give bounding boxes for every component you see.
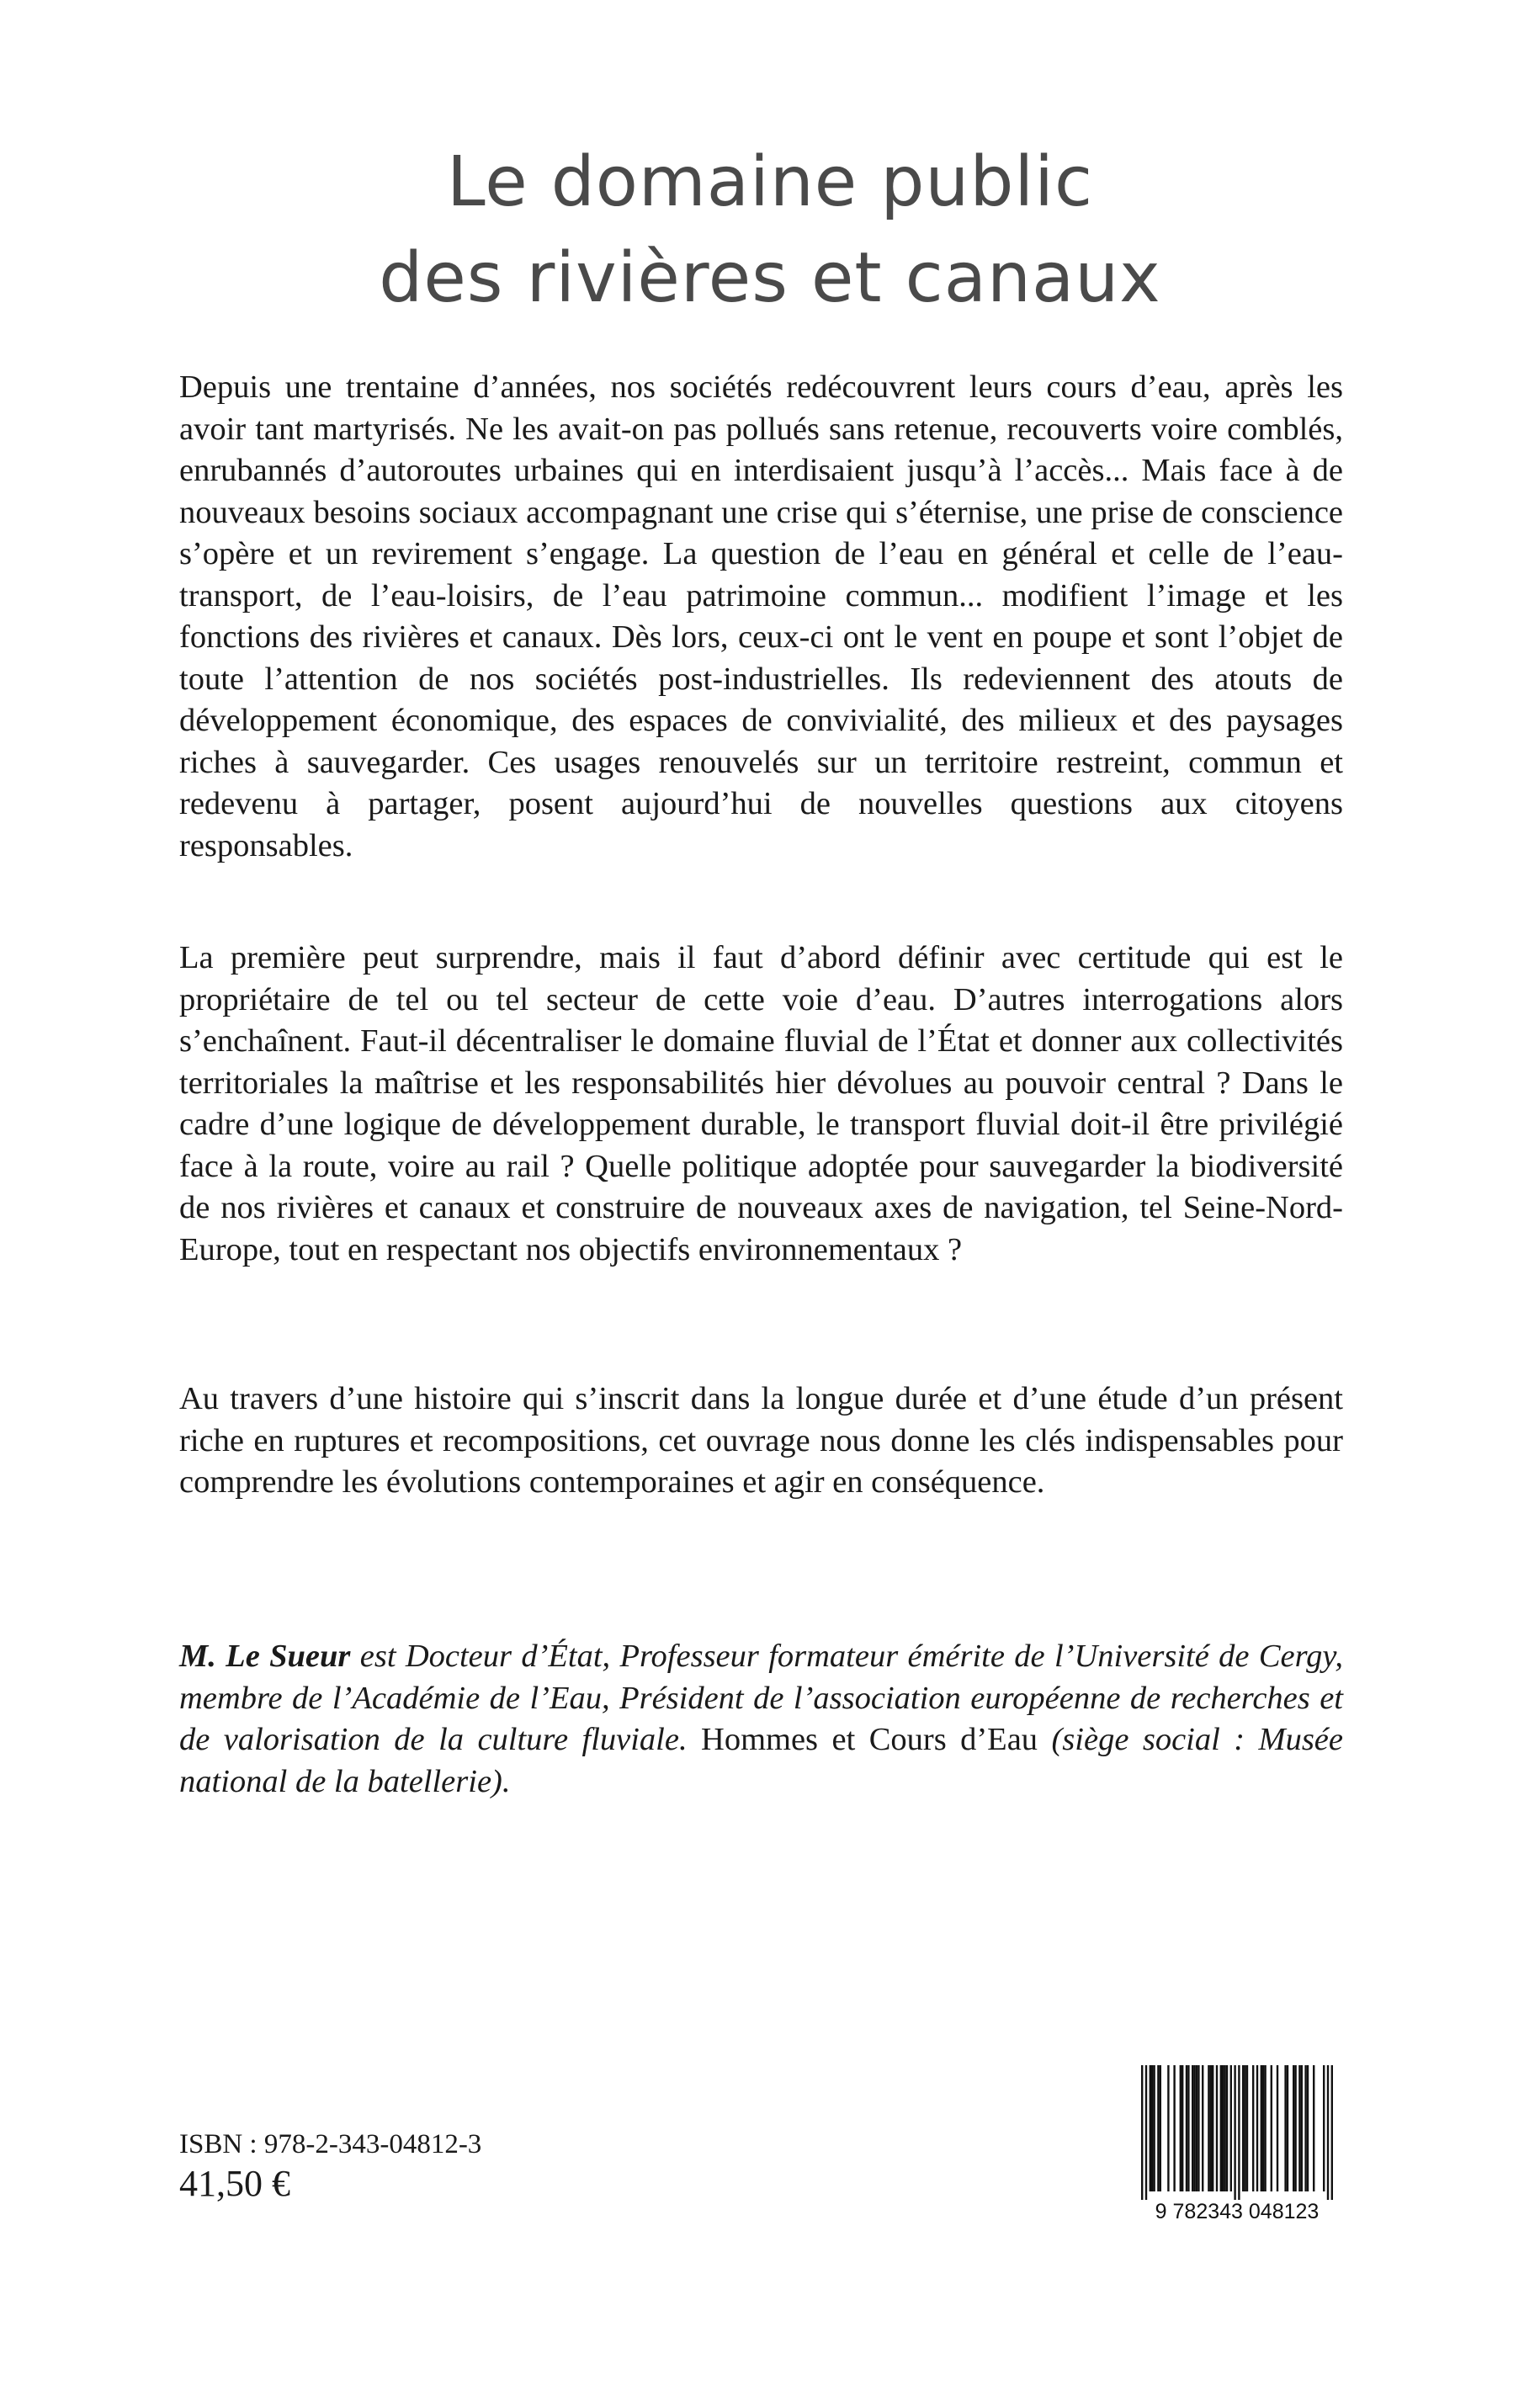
barcode-bar — [1141, 2065, 1143, 2200]
author-organization: Hommes et Cours d’Eau — [687, 1722, 1052, 1757]
isbn-label: ISBN : 978-2-343-04812-3 — [179, 2129, 482, 2159]
barcode-bar — [1256, 2065, 1258, 2191]
barcode-bar — [1193, 2065, 1195, 2191]
barcode-bar — [1224, 2065, 1225, 2191]
blurb-paragraph-2: La première peut surprendre, mais il faut d’abord définir avec certitude qui est le propriétaire de tel ou tel secteur de cette voie d’eau. D’autres interrogations alors s’enchaînent. Faut-il décentraliser le domaine fluvial de l’État et donner aux collectivités territoriales la maîtrise et les responsabilités hier dévolues au pouvoir central ? Dans le cadre d’une logique de développement durable, le transport fluvial doit-il être privilégié face à la route, voire au rail ? Quelle politique adoptée pour sauvegarder la biodiversité de nos rivières et canaux et construire de nouveaux axes de navigation, tel Seine-Nord-Europe, tout en respectant nos objectifs environnementaux ? — [179, 940, 1343, 1267]
barcode-bar — [1202, 2065, 1203, 2191]
book-title — [0, 135, 1540, 327]
barcode-bar — [1262, 2065, 1264, 2191]
barcode-bar — [1271, 2065, 1272, 2191]
barcode-bar — [1197, 2065, 1199, 2191]
barcode-bar — [1294, 2065, 1296, 2191]
barcode — [1123, 2065, 1351, 2225]
author-bio — [179, 1636, 1343, 1803]
barcode-bar — [1173, 2065, 1175, 2191]
barcode-bar — [1192, 2065, 1193, 2191]
barcode-bar — [1212, 2065, 1213, 2191]
barcode-bar — [1220, 2065, 1222, 2191]
author-bio-text-1: est Docteur d’État, Professeur formateur émérite de l’Université de Cergy, membre de l’Académie de l’Eau, Président de l’association européenne de recherches et de valorisation de la culture fluviale. — [179, 1639, 1343, 1757]
barcode-bar — [1234, 2065, 1235, 2200]
blurb-paragraph-1: Depuis une trentaine d’années, nos sociétés redécouvrent leurs cours d’eau, après les avoir tant martyrisés. Ne les avait-on pas pollués sans retenue, recouverts voire comblés, enrubannés d’autoroutes urbaines qui en interdisaient jusqu’à l’accès... Mais face à de nouveaux besoins sociaux accompagnant une crise qui s’éternise, une prise de conscience s’opère et un revirement s’engage. La question de l’eau en général et celle de l’eau-transport, de l’eau-loisirs, de l’eau patrimoine commun... modifient l’image et les fonctions des rivières et canaux. Dès lors, ceux-ci ont le vent en poupe et sont l’objet de toute l’attention de nos sociétés post-industrielles. Ils redeviennent des atouts de développement économique, des espaces de convivialité, des milieux et des paysages riches à sauvegarder. Ces usages renouvelés sur un territoire restreint, commun et redevenu à partager, posent aujourd’hui de nouvelles questions aux citoyens responsables. — [179, 369, 1343, 863]
barcode-bar — [1264, 2065, 1266, 2191]
barcode-bar — [1196, 2065, 1197, 2191]
barcode-digits: 9 782343 048123 — [1155, 2200, 1320, 2223]
barcode-bar — [1331, 2065, 1333, 2200]
blurb-paragraph-3: Au travers d’une histoire qui s’inscrit dans la longue durée et d’une étude d’un présent riche en ruptures et recompositions, cet ouvrage nous donne les clés indispensables pour comprendre les évolutions contemporaines et agir en conséquence. — [179, 1381, 1343, 1500]
title-line-2: des rivières et canaux — [379, 238, 1161, 318]
barcode-bar — [1313, 2065, 1314, 2191]
barcode-bar — [1287, 2065, 1288, 2191]
barcode-bar — [1226, 2065, 1228, 2191]
barcode-bar — [1323, 2065, 1325, 2191]
barcode-bar — [1277, 2065, 1278, 2191]
barcode-bar — [1153, 2065, 1155, 2191]
barcode-bar — [1284, 2065, 1286, 2191]
barcode-bar — [1293, 2065, 1294, 2191]
barcode-bar — [1327, 2065, 1329, 2200]
barcode-bar — [1150, 2065, 1151, 2191]
title-line-1: Le domaine public — [446, 142, 1094, 222]
barcode-bar — [1157, 2065, 1159, 2191]
barcode-bar — [1298, 2065, 1300, 2191]
author-name: M. Le Sueur — [179, 1639, 351, 1674]
price-label: 41,50 € — [179, 2163, 290, 2204]
barcode-bar — [1261, 2065, 1262, 2191]
barcode-bar — [1216, 2065, 1218, 2191]
barcode-bar — [1182, 2065, 1183, 2191]
barcode-bar — [1242, 2065, 1244, 2191]
barcode-bar — [1252, 2065, 1254, 2191]
barcode-bar — [1301, 2065, 1303, 2191]
barcode-bar — [1304, 2065, 1306, 2191]
author-bio-text-2: (siège social : Musée national de la batellerie). — [179, 1722, 1343, 1799]
barcode-bar — [1210, 2065, 1212, 2191]
barcode-bar — [1145, 2065, 1147, 2200]
barcode-bar — [1167, 2065, 1169, 2191]
barcode-bar — [1151, 2065, 1153, 2191]
barcode-bar — [1246, 2065, 1248, 2191]
barcode-bar — [1307, 2065, 1309, 2191]
barcode-bar — [1186, 2065, 1187, 2191]
barcode-bar — [1187, 2065, 1189, 2191]
barcode-bar — [1160, 2065, 1161, 2191]
barcode-bar — [1238, 2065, 1240, 2200]
barcode-bars — [1141, 2065, 1333, 2200]
barcode-bar — [1208, 2065, 1209, 2191]
barcode-bar — [1180, 2065, 1182, 2191]
barcode-bar — [1244, 2065, 1245, 2191]
barcode-bar — [1222, 2065, 1224, 2191]
barcode-bar — [1230, 2065, 1232, 2191]
